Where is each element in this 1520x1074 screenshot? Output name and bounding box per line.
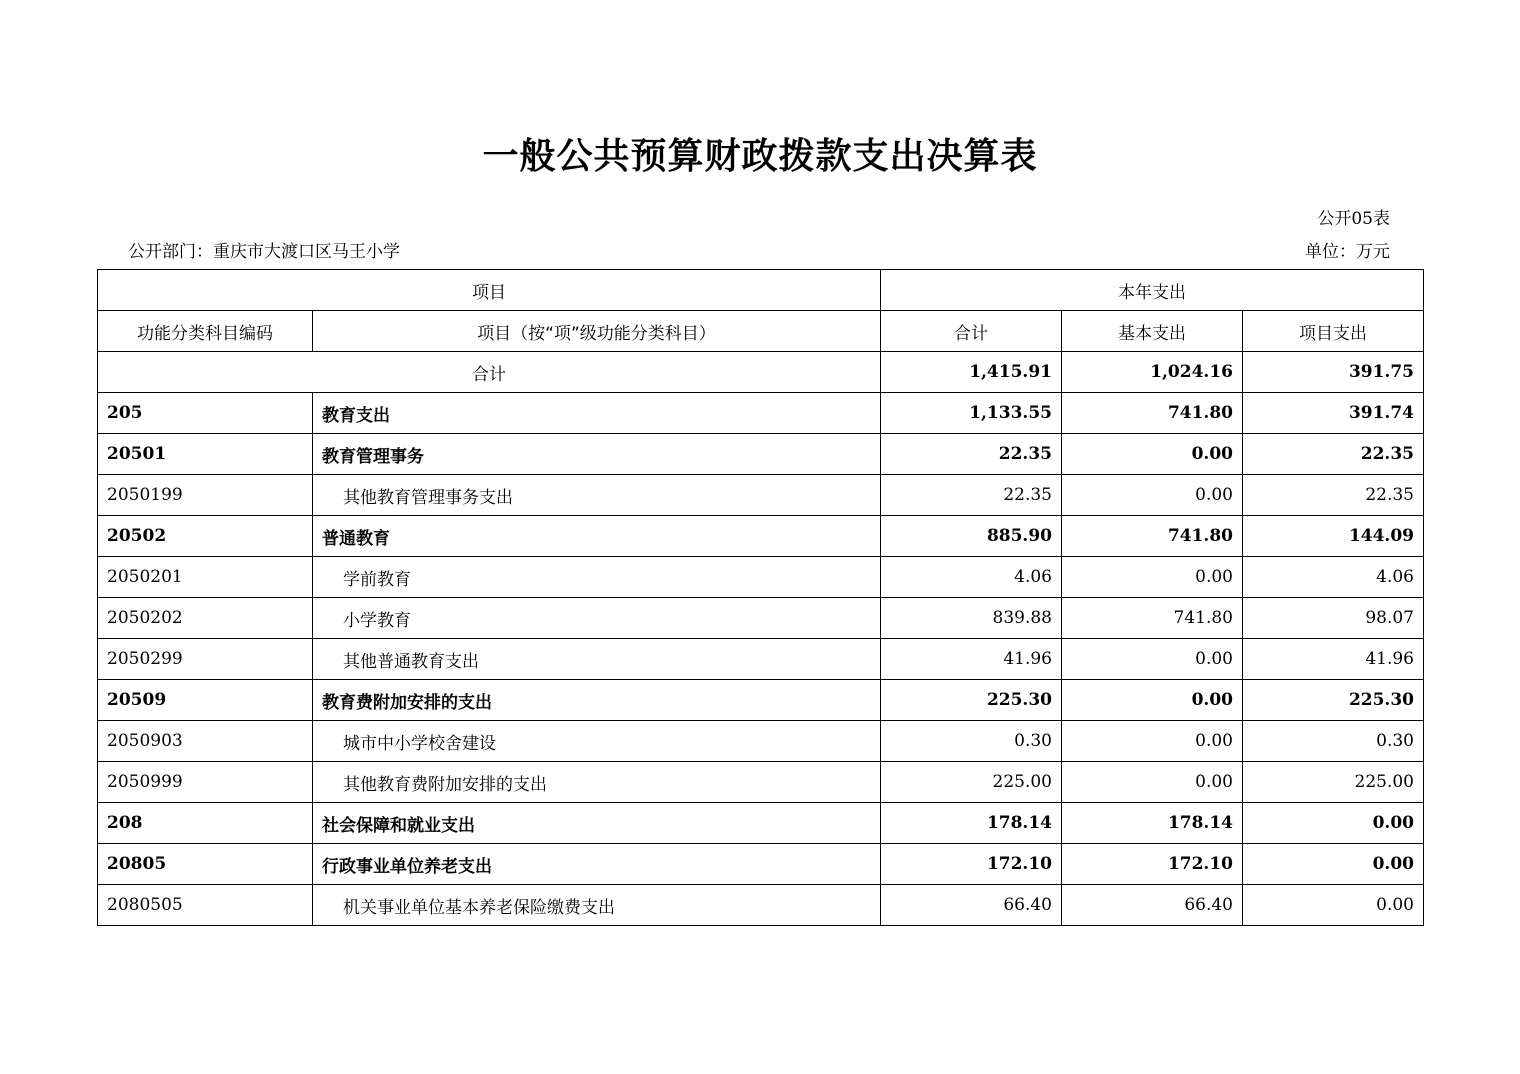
row-basic: 0.00 xyxy=(1062,721,1243,762)
row-name: 城市中小学校舍建设 xyxy=(313,721,881,762)
row-code: 208 xyxy=(98,803,313,844)
row-total: 22.35 xyxy=(881,434,1062,475)
header-basic: 基本支出 xyxy=(1062,311,1243,352)
header-project: 项目 xyxy=(98,270,881,311)
row-code: 2080505 xyxy=(98,885,313,926)
table-row xyxy=(98,762,1424,803)
form-number: 公开05表 xyxy=(1317,209,1390,229)
row-name: 教育支出 xyxy=(313,393,881,434)
row-project: 0.00 xyxy=(1243,885,1424,926)
row-code: 2050201 xyxy=(98,557,313,598)
row-project: 41.96 xyxy=(1243,639,1424,680)
row-code: 2050199 xyxy=(98,475,313,516)
row-code: 20502 xyxy=(98,516,313,557)
row-project: 98.07 xyxy=(1243,598,1424,639)
total-row xyxy=(98,352,1424,393)
header-row-bottom xyxy=(98,311,1424,352)
department-label: 公开部门：重庆市大渡口区马王小学 xyxy=(128,242,400,262)
row-basic: 0.00 xyxy=(1062,762,1243,803)
row-total: 41.96 xyxy=(881,639,1062,680)
table-row xyxy=(98,516,1424,557)
table-row xyxy=(98,803,1424,844)
row-total: 225.00 xyxy=(881,762,1062,803)
row-name: 小学教育 xyxy=(313,598,881,639)
row-total: 225.30 xyxy=(881,680,1062,721)
table-row xyxy=(98,557,1424,598)
row-basic: 172.10 xyxy=(1062,844,1243,885)
table-row xyxy=(98,844,1424,885)
row-name: 普通教育 xyxy=(313,516,881,557)
row-code: 205 xyxy=(98,393,313,434)
header-current-year: 本年支出 xyxy=(881,270,1424,311)
row-project: 0.00 xyxy=(1243,844,1424,885)
row-total: 4.06 xyxy=(881,557,1062,598)
row-code: 20501 xyxy=(98,434,313,475)
table-row xyxy=(98,393,1424,434)
row-basic: 0.00 xyxy=(1062,680,1243,721)
row-name: 行政事业单位养老支出 xyxy=(313,844,881,885)
row-total: 66.40 xyxy=(881,885,1062,926)
row-project: 225.00 xyxy=(1243,762,1424,803)
row-total: 1,133.55 xyxy=(881,393,1062,434)
table-row xyxy=(98,680,1424,721)
row-basic: 0.00 xyxy=(1062,639,1243,680)
row-name: 学前教育 xyxy=(313,557,881,598)
unit-label: 单位：万元 xyxy=(1305,242,1390,262)
total-row-label: 合计 xyxy=(98,352,881,393)
row-code: 20509 xyxy=(98,680,313,721)
row-project: 391.74 xyxy=(1243,393,1424,434)
header-row-top xyxy=(98,270,1424,311)
row-project: 22.35 xyxy=(1243,434,1424,475)
total-row-project: 391.75 xyxy=(1243,352,1424,393)
row-basic: 0.00 xyxy=(1062,475,1243,516)
row-code: 2050903 xyxy=(98,721,313,762)
total-row-total: 1,415.91 xyxy=(881,352,1062,393)
budget-table xyxy=(97,269,1424,926)
row-total: 172.10 xyxy=(881,844,1062,885)
row-total: 0.30 xyxy=(881,721,1062,762)
row-total: 22.35 xyxy=(881,475,1062,516)
row-basic: 0.00 xyxy=(1062,434,1243,475)
row-project: 225.30 xyxy=(1243,680,1424,721)
row-code: 2050999 xyxy=(98,762,313,803)
header-project-expense: 项目支出 xyxy=(1243,311,1424,352)
row-name: 教育管理事务 xyxy=(313,434,881,475)
table-row xyxy=(98,434,1424,475)
row-basic: 741.80 xyxy=(1062,598,1243,639)
row-project: 4.06 xyxy=(1243,557,1424,598)
row-name: 社会保障和就业支出 xyxy=(313,803,881,844)
header-code: 功能分类科目编码 xyxy=(98,311,313,352)
row-project: 22.35 xyxy=(1243,475,1424,516)
row-code: 2050299 xyxy=(98,639,313,680)
row-basic: 178.14 xyxy=(1062,803,1243,844)
table-row xyxy=(98,721,1424,762)
row-name: 其他教育费附加安排的支出 xyxy=(313,762,881,803)
total-row-basic: 1,024.16 xyxy=(1062,352,1243,393)
row-project: 0.00 xyxy=(1243,803,1424,844)
row-name: 其他普通教育支出 xyxy=(313,639,881,680)
row-name: 机关事业单位基本养老保险缴费支出 xyxy=(313,885,881,926)
page-title: 一般公共预算财政拨款支出决算表 xyxy=(482,136,1038,177)
table-row xyxy=(98,475,1424,516)
row-project: 0.30 xyxy=(1243,721,1424,762)
row-basic: 741.80 xyxy=(1062,393,1243,434)
table-row xyxy=(98,639,1424,680)
row-total: 178.14 xyxy=(881,803,1062,844)
row-total: 839.88 xyxy=(881,598,1062,639)
row-total: 885.90 xyxy=(881,516,1062,557)
row-code: 2050202 xyxy=(98,598,313,639)
row-name: 教育费附加安排的支出 xyxy=(313,680,881,721)
table-row xyxy=(98,885,1424,926)
row-code: 20805 xyxy=(98,844,313,885)
header-total: 合计 xyxy=(881,311,1062,352)
row-name: 其他教育管理事务支出 xyxy=(313,475,881,516)
row-basic: 741.80 xyxy=(1062,516,1243,557)
table-row xyxy=(98,598,1424,639)
row-basic: 66.40 xyxy=(1062,885,1243,926)
header-item: 项目（按“项”级功能分类科目） xyxy=(313,311,881,352)
row-basic: 0.00 xyxy=(1062,557,1243,598)
row-project: 144.09 xyxy=(1243,516,1424,557)
